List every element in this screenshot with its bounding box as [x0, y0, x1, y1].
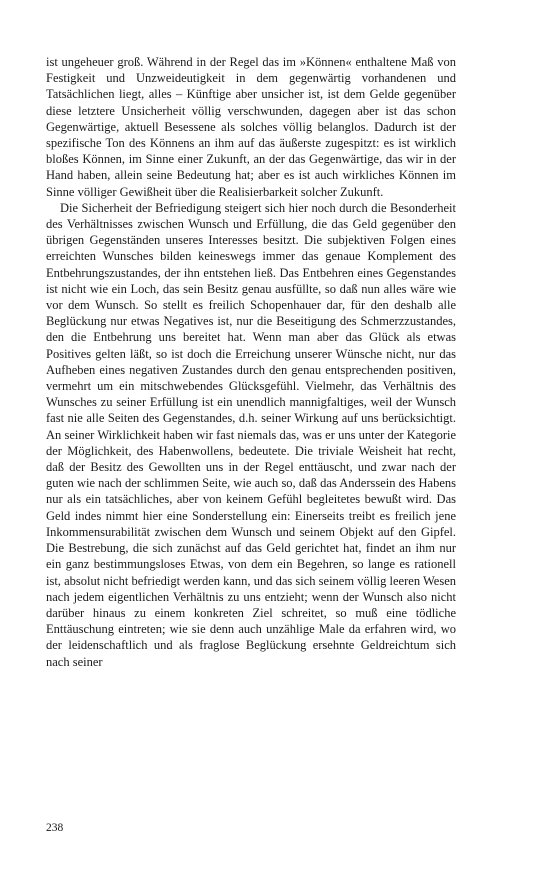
- page-body: [46, 54, 456, 670]
- paragraph: Die Sicherheit der Befriedigung steigert sich hier noch durch die Besonderheit des Verhältnisses zwischen Wunsch und Erfüllung, die das Geld gegenüber den übrigen Gegenständen unseres Interesses besitzt. Die subjektiven Folgen eines erreichten Wunsches bilden keineswegs immer das genaue Komplement des Entbehrungszustandes, der ihn entstehen ließ. Das Entbehren eines Gegenstandes ist nicht wie ein Loch, das sein Besitz genau ausfüllte, so daß nun alles wäre wie vor dem Wunsch. So stellt es freilich Schopenhauer dar, für den deshalb alle Beglückung nur etwas Negatives ist, nur die Beseitigung des Schmerzzustandes, den die Entbehrung uns bereitet hat. Wenn man aber das Glück als etwas Positives gelten läßt, so ist doch die Erreichung unserer Wünsche nicht, nur das Aufheben eines negativen Zustandes durch den genau entsprechenden positiven, vermehrt um ein mitschwebendes Glücksgefühl. Vielmehr, das Verhältnis des Wunsches zu seiner Erfüllung ist ein unendlich mannigfaltiges, weil der Wunsch fast nie alle Seiten des Gegenstandes, d.h. seiner Wirkung auf uns berücksichtigt. An seiner Wirklichkeit haben wir fast niemals das, was er uns unter der Kategorie der Möglichkeit, des Habenwollens, bedeutete. Die triviale Weisheit hat recht, daß der Besitz des Gewollten uns in der Regel enttäuscht, und zwar nach der guten wie nach der schlimmen Seite, wie auch so, daß das Anderssein des Habens nur als ein tatsächliches, aber von keinem Gefühl begleitetes bewußt wird. Das Geld indes nimmt hier eine Sonderstellung ein: Einerseits treibt es freilich jene Inkommensurabilität zwischen dem Wunsch und seinem Objekt auf den Gipfel. Die Bestrebung, die sich zunächst auf das Geld gerichtet hat, findet an ihm nur ein ganz bestimmungsloses Etwas, von dem ein Begehren, so lange es rationell ist, absolut nicht befriedigt werden kann, und das sich seinem völlig leeren Wesen nach jedem eigentlichen Verhältnis zu uns entzieht; wenn der Wunsch also nicht darüber hinaus zu einem konkreten Ziel schreitet, so muß eine tödliche Enttäuschung eintreten; wie sie denn auch unzählige Male da erfahren wird, wo der leidenschaftlich und als fraglose Beglückung ersehnte Geldreichtum sich nach seiner: [46, 200, 456, 669]
- page-number: 238: [46, 822, 64, 834]
- paragraph-continuation: ist ungeheuer groß. Während in der Regel das im »Können« enthaltene Maß von Festigkeit und Unzweideutigkeit in dem gegenwärtig vorhandenen und Tatsächlichen liegt, alles – Künftige aber unsicher ist, ist dem Gelde gegenüber diese letztere Unsicherheit völlig verschwunden, dagegen aber ist das schon Gegenwärtige, aktuell Besessene als solches völlig belanglos. Dadurch ist der spezifische Ton des Könnens an ihm auf das äußerste zugespitzt: es ist wirklich bloßes Können, im Sinne einer Zukunft, an der das Gegenwärtige, das wir in der Hand haben, allein seine Bedeutung hat; aber es ist auch wirkliches Können im Sinne völliger Gewißheit über die Realisierbarkeit solcher Zukunft.: [46, 55, 456, 199]
